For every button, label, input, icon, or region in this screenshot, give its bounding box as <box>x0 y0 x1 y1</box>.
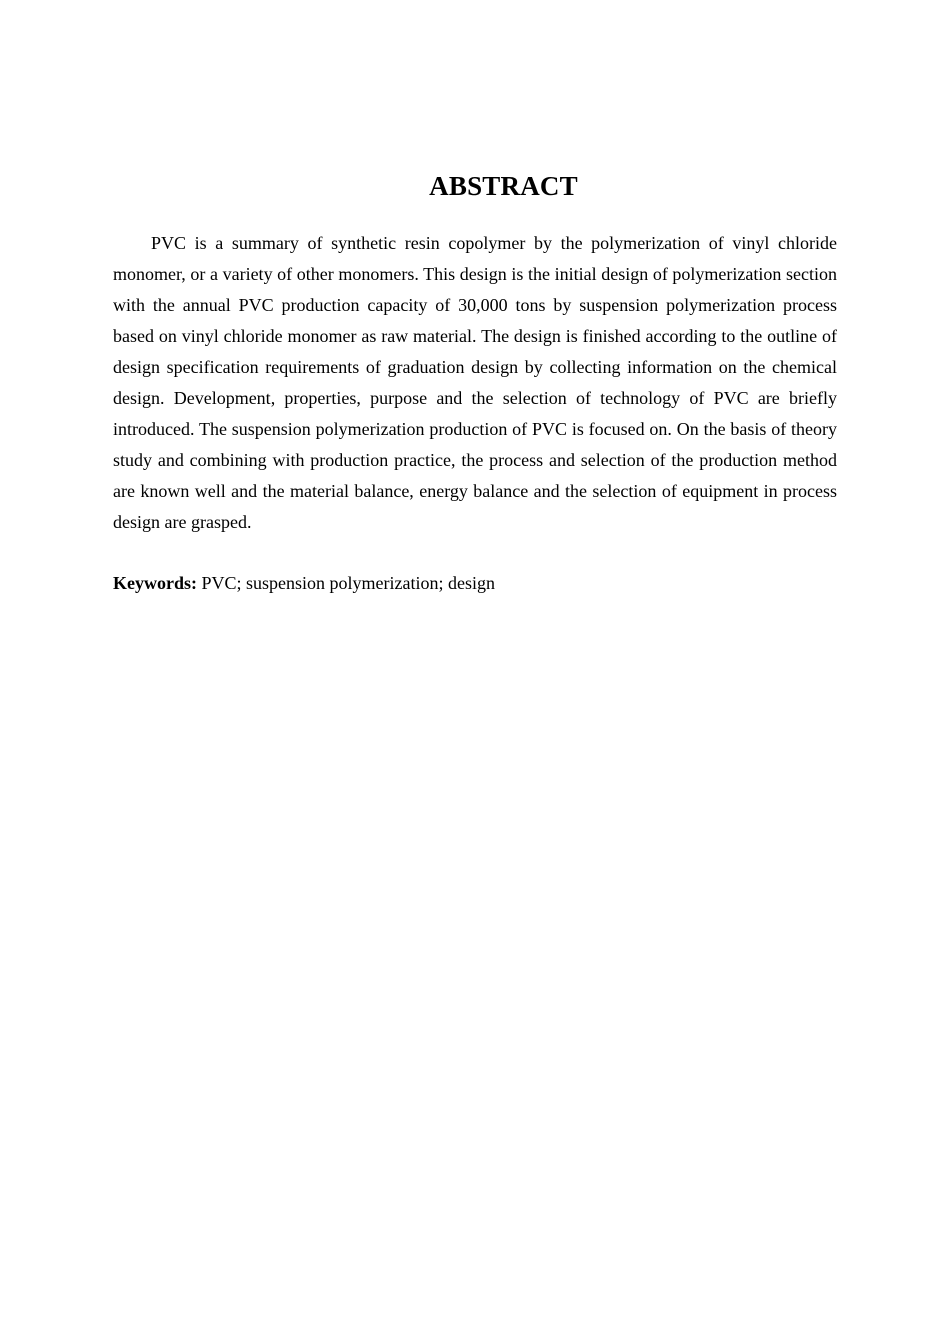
abstract-title: ABSTRACT <box>429 171 578 201</box>
keywords-label: Keywords: <box>113 573 197 593</box>
keywords-value: PVC; suspension polymerization; design <box>201 573 495 593</box>
abstract-paragraph: PVC is a summary of synthetic resin copolymer by the polymerization of vinyl chloride monomer, or a variety of other monomers. This design is the initial design of polymerization section with the annual PVC production capacity of 30,000 tons by suspension polymerization process based on vinyl chloride monomer as raw material. The design is finished according to the outline of design specification requirements of graduation design by collecting information on the chemical design. Development, properties, purpose and the selection of technology of PVC are briefly introduced. The suspension polymerization production of PVC is focused on. On the basis of theory study and combining with production practice, the process and selection of the production method are known well and the material balance, energy balance and the selection of equipment in process design are grasped. <box>113 233 837 532</box>
keywords-line <box>113 568 837 599</box>
